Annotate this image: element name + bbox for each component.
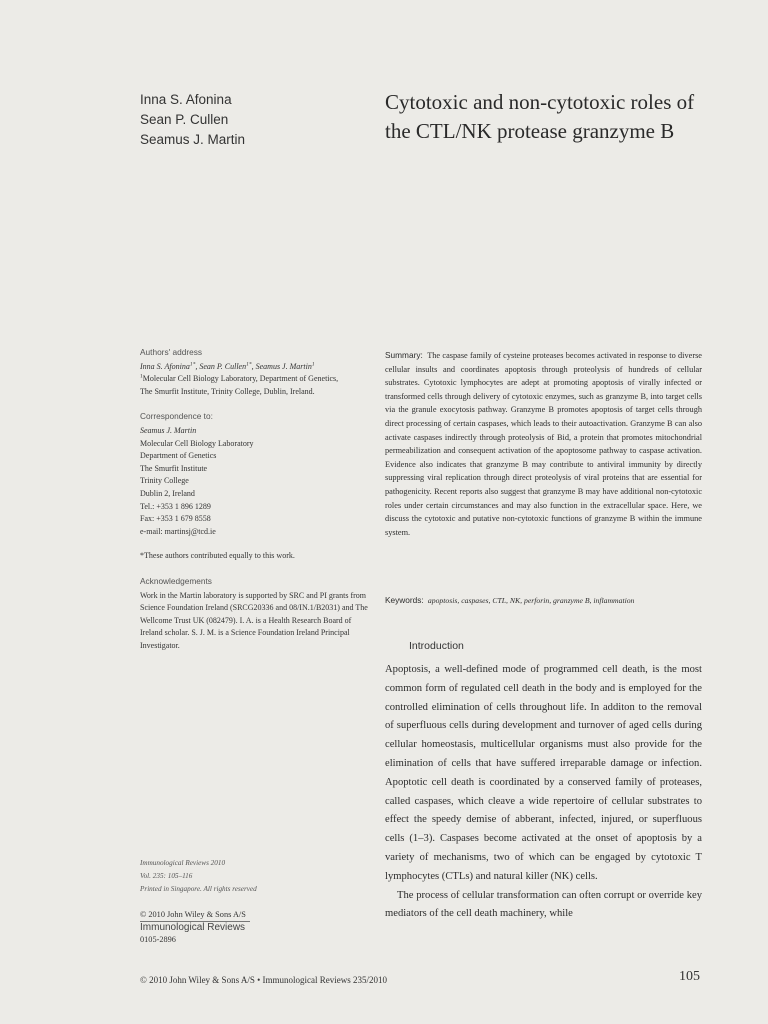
correspondence-heading: Correspondence to:: [140, 411, 213, 422]
correspondence-line: Molecular Cell Biology Laboratory: [140, 438, 254, 448]
author-list: [140, 90, 245, 150]
address-heading: Authors' address: [140, 347, 202, 357]
acknowledgements-heading: Acknowledgements: [140, 575, 212, 586]
issn: 0105-2896: [140, 935, 176, 944]
correspondence-fax: Fax: +353 1 679 8558: [140, 514, 211, 524]
journal-info: [140, 857, 340, 896]
summary-paragraph: [385, 349, 702, 539]
journal-print-note: Printed in Singapore. All rights reserved: [140, 885, 257, 893]
acknowledgements-text: Work in the Martin laboratory is supported by SRC and PI grants from Science Foundation Ireland (SRCG20336 and 08/IN.1/B2031) and The Wellcome Trust UK (082479). I. A. is a Health Research Board of Ireland scholar. S. J. M. is a Science Foundation Ireland Principal Investigator.: [140, 590, 368, 650]
journal-title: Immunological Reviews: [140, 921, 250, 933]
article-title: Cytotoxic and non-cytotoxic roles of the CTL/NK protease granzyme B: [385, 90, 695, 143]
introduction-body: [385, 661, 702, 924]
keywords-list: apoptosis, caspases, CTL, NK, perforin, granzyme B, inflammation: [427, 596, 635, 605]
address-author-names: Inna S. Afonina$^{1*}$, Sean P. Cullen$^{1*}$, Seamus J. Martin$^1$: [140, 360, 315, 371]
author-name: Seamus J. Martin: [140, 132, 246, 147]
equal-contribution-note: *These authors contributed equally to this work.: [140, 551, 295, 561]
correspondence-line: Dublin 2, Ireland: [140, 488, 195, 498]
left-sidebar: [140, 346, 372, 652]
correspondence-email: e-mail: martinsj@tcd.ie: [140, 526, 216, 536]
keywords: [385, 595, 705, 605]
journal-volume: Vol. 235: 105–116: [140, 872, 193, 880]
correspondence-line: Department of Genetics: [140, 451, 217, 461]
address-institute: The Smurfit Institute, Trinity College, Dublin, Ireland.: [140, 386, 315, 396]
summary-text: The caspase family of cysteine proteases becomes activated in response to diverse cellular insults and coordinates apoptosis through proteolysis of hundreds of cellular substrates. Cytotoxic lymphocytes are adept at promoting apoptosis of virally infected or transformed cells through delivery of cytotoxic enzymes, such as granzyme B, into target cells via the granule exocytosis pathway. Granzyme B promotes apoptosis of target cells through direct processing of certain caspases, which leads to their autoactivation. Granzyme B can also activate caspases indirectly through proteolysis of Bid, a protein that promotes mitochondrial permeabilization and consequent activation of the apoptosome pathway to caspase activation. Evidence also indicates that granzyme B may contribute to antiviral immunity by directly suppressing viral replication through direct proteolysis of viral proteins that are essential for pathogenicity. Recent reports also suggest that granzyme B may have additional non-cytotoxic roles under certain circumstances and may also function in the extracellular space. Here, we discuss the cytotoxic and putative non-cytotoxic functions of granzyme B within the immune system.: [385, 351, 702, 537]
keywords-label: Keywords:: [385, 595, 424, 605]
page-footer: © 2010 John Wiley & Sons A/S • Immunological Reviews 235/2010: [140, 975, 387, 985]
summary-label: Summary:: [385, 350, 423, 360]
introduction-heading: Introduction: [409, 640, 464, 652]
body-paragraph: Apoptosis, a well-defined mode of programmed cell death, is the most common form of regulated cell death in the body and is employed for the controlled elimination of cells throughout life. In additon to the removal of superfluous cells during development and turnover of aged cells during cellular homeostasis, multicellular organisms must also provide for the elimination of cells that have suffered irreparable damage or infection. Apoptotic cell death is coordinated by a conserved family of proteases, called caspases, which cleave a wide repertoire of cellular substrates to effect the speedy demise of abberant, infected, injured, or superfluous cells (1–3). Caspases become activated at the onset of apoptosis by a variety of mechanisms, two of which can be engaged by cytotoxic T lymphocytes (CTLs) and natural killer (NK) cells.: [385, 664, 702, 882]
correspondence-line: The Smurfit Institute: [140, 463, 208, 473]
copyright-block: [140, 910, 340, 944]
body-paragraph: The process of cellular transformation can often corrupt or override key mediators of the cell death machinery, while: [385, 889, 702, 920]
author-name: Sean P. Cullen: [140, 112, 229, 127]
page-number: 105: [679, 969, 700, 984]
journal-name-year: Immunological Reviews 2010: [140, 859, 226, 867]
copyright-line: © 2010 John Wiley & Sons A/S: [140, 910, 246, 919]
correspondence-line: Trinity College: [140, 476, 189, 486]
correspondence-name: Seamus J. Martin: [140, 425, 197, 435]
correspondence-phone: Tel.: +353 1 896 1289: [140, 501, 211, 511]
author-name: Inna S. Afonina: [140, 92, 232, 107]
address-lab: $^1$Molecular Cell Biology Laboratory, Department of Genetics,: [140, 373, 339, 384]
